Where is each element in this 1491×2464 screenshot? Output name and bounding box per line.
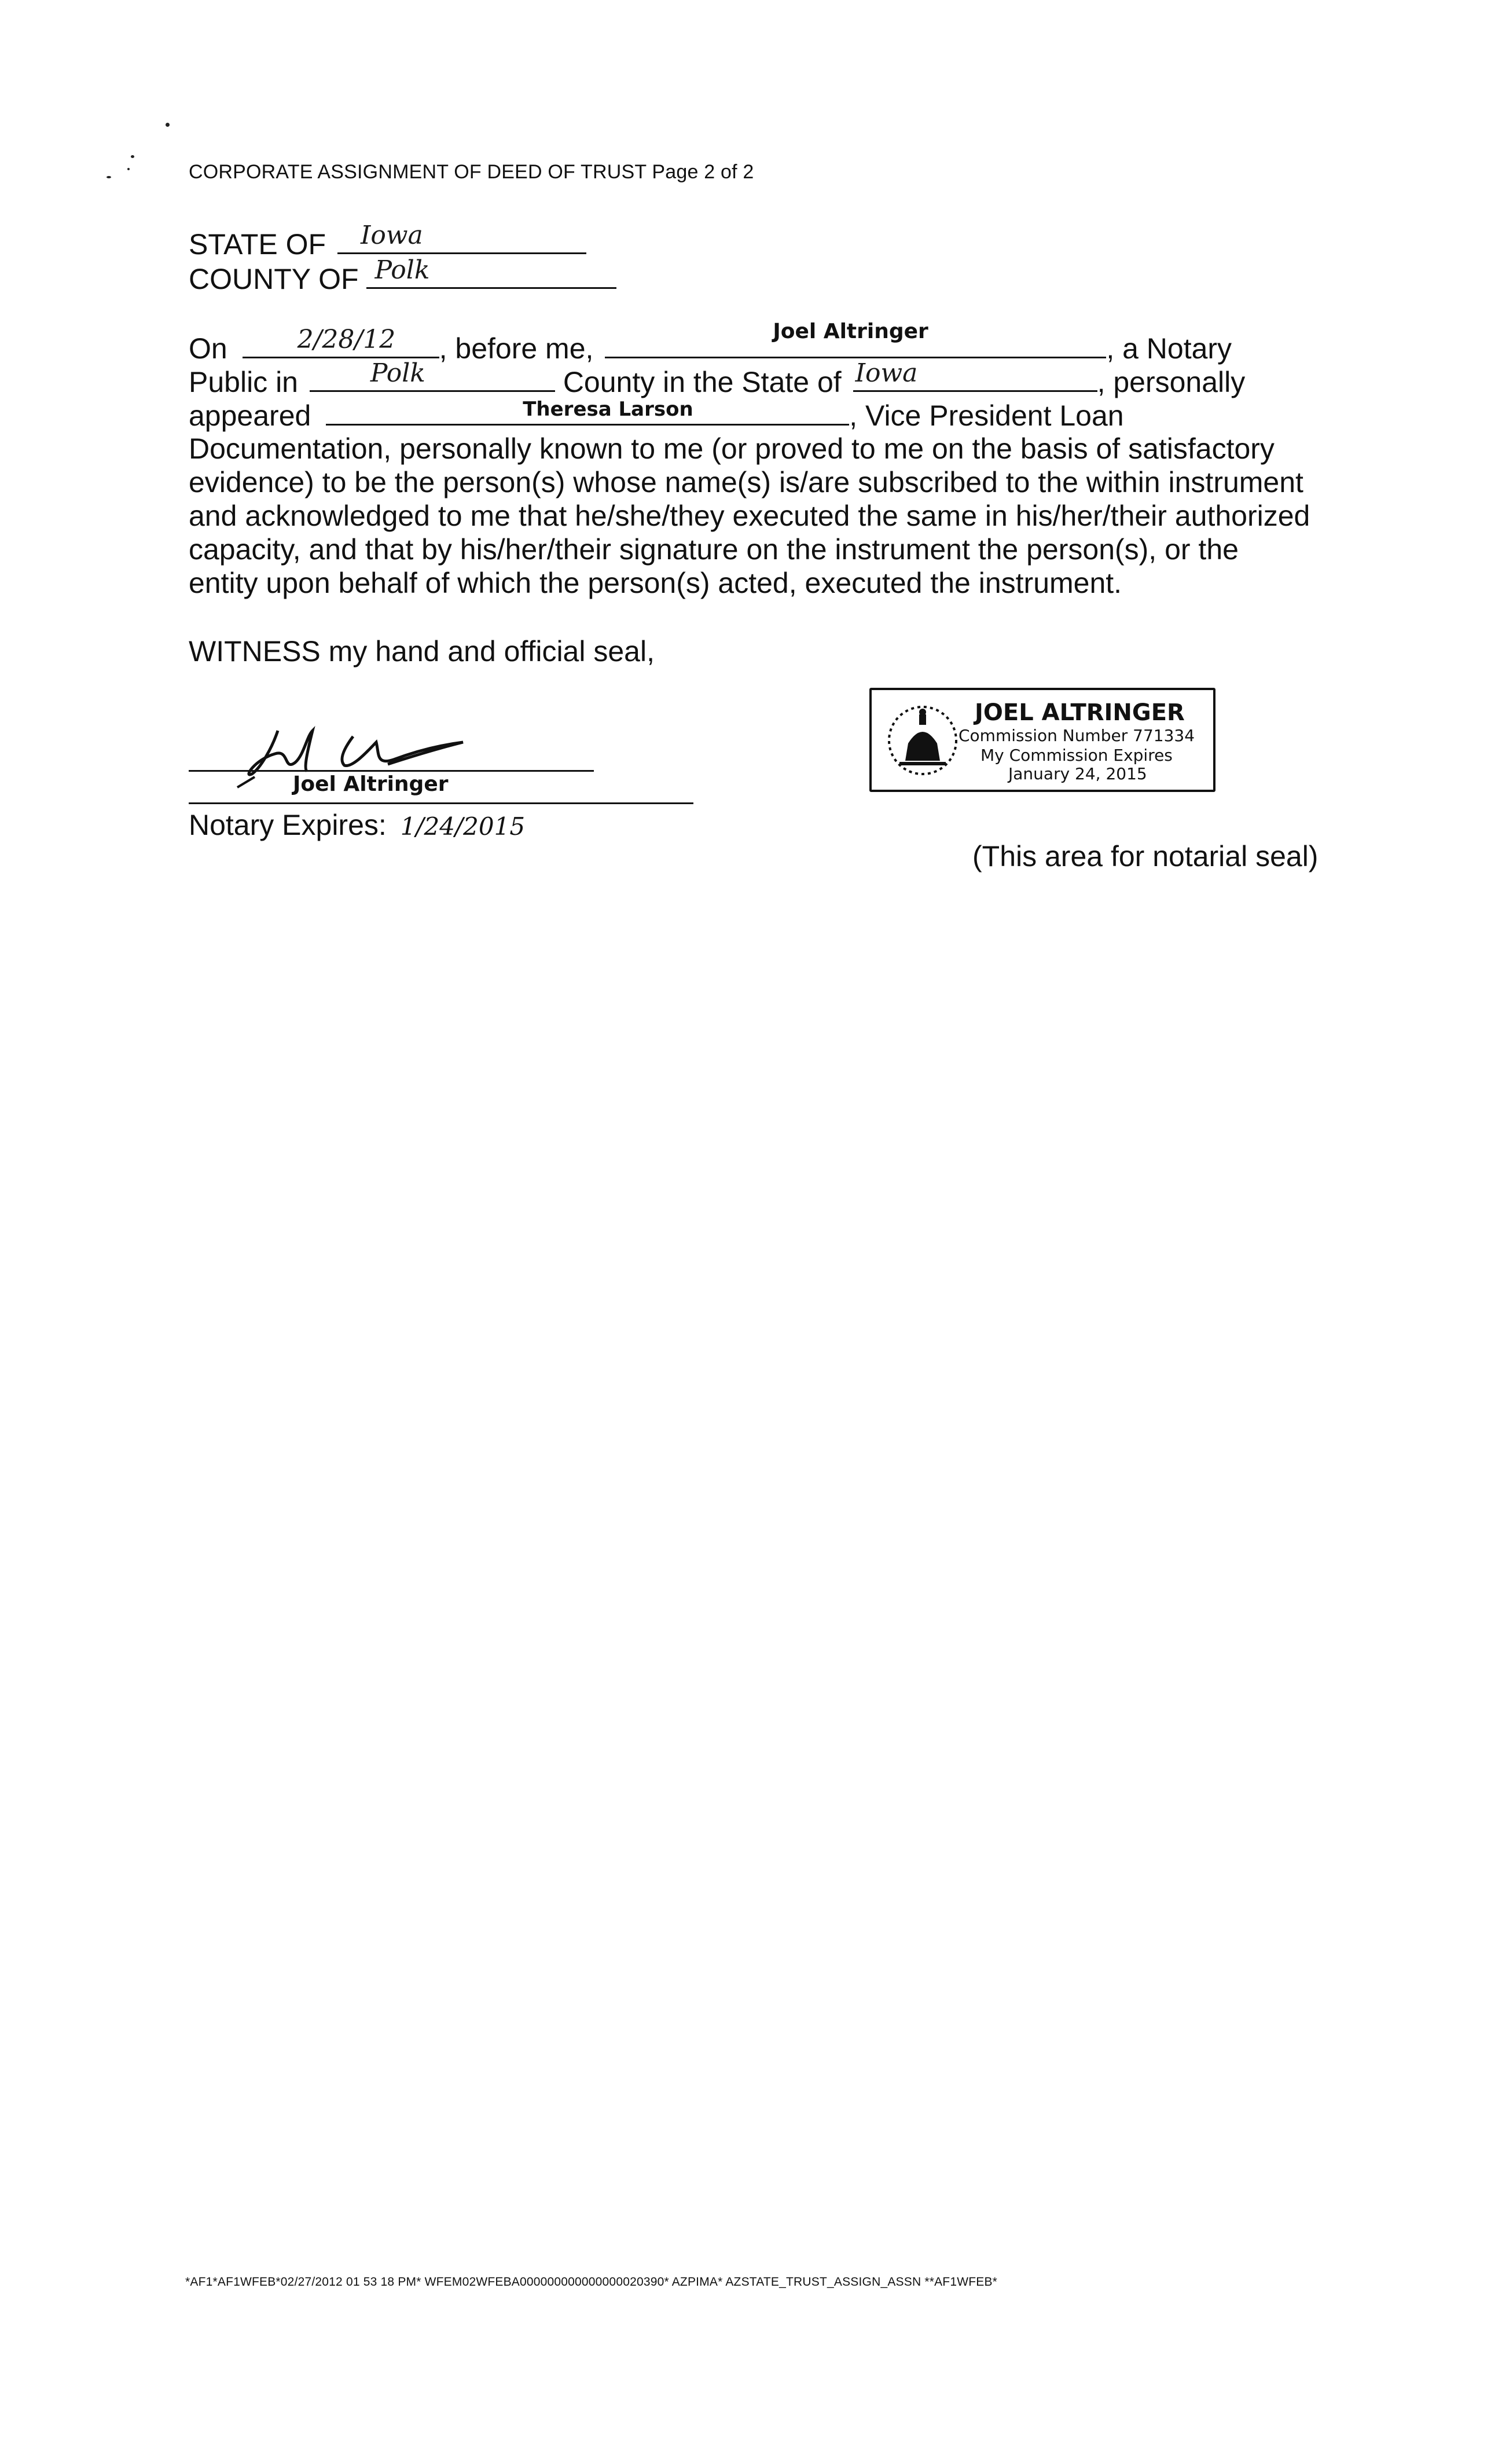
county-line bbox=[189, 255, 616, 296]
appeared-blank bbox=[326, 398, 849, 426]
witness-line: WITNESS my hand and official seal, bbox=[189, 635, 655, 668]
county-in-state-text: County in the State of bbox=[563, 366, 842, 398]
ack-line-1 bbox=[189, 320, 1232, 365]
document-header: CORPORATE ASSIGNMENT OF DEED OF TRUST Page 2 of 2 bbox=[189, 161, 754, 183]
date-handwritten: 2/28/12 bbox=[297, 325, 396, 354]
appeared-name-typed: Theresa Larson bbox=[523, 398, 693, 421]
appeared-text: appeared bbox=[189, 399, 311, 432]
document-tracking-code: *AF1*AF1WFEB*02/27/2012 01 53 18 PM* WFEM02WFEBA000000000000000020390* AZPIMA* AZSTATE_TRUST_ASSIGN_ASSN **AF1WFEB* bbox=[185, 2275, 998, 2289]
county-blank bbox=[366, 255, 616, 289]
state-blank bbox=[337, 221, 586, 254]
signature-typed-name: Joel Altringer bbox=[293, 772, 449, 796]
seal-name: JOEL ALTRINGER bbox=[975, 699, 1185, 726]
seal-expires-date: January 24, 2015 bbox=[1008, 764, 1147, 783]
expires-top-line bbox=[189, 802, 693, 804]
county-handwritten: Polk bbox=[374, 255, 430, 285]
seal-expires-label: My Commission Expires bbox=[980, 746, 1173, 765]
ack-line-5: evidence) to be the person(s) whose name(s) is/are subscribed to the within instrument bbox=[189, 466, 1303, 498]
signature-line bbox=[189, 770, 594, 772]
scan-speck bbox=[131, 155, 134, 158]
on-text: On bbox=[189, 332, 227, 365]
notary-expires-line bbox=[189, 808, 525, 844]
personally-text: , personally bbox=[1097, 366, 1246, 398]
scan-speck bbox=[106, 176, 111, 178]
ack-line-2 bbox=[189, 358, 1246, 399]
state-handwritten: Iowa bbox=[360, 221, 423, 250]
iowa-seal-emblem-icon bbox=[876, 697, 969, 784]
ack-line-3 bbox=[189, 398, 1124, 432]
vice-president-text: , Vice President Loan bbox=[849, 399, 1124, 432]
a-notary-text: , a Notary bbox=[1106, 332, 1232, 365]
ack-line-4: Documentation, personally known to me (or proved to me on the basis of satisfactory bbox=[189, 432, 1275, 465]
notary-expires-handwritten: 1/24/2015 bbox=[400, 812, 526, 841]
date-blank bbox=[243, 325, 439, 358]
seal-commission-number: Commission Number 771334 bbox=[958, 726, 1195, 745]
before-me-text: , before me, bbox=[439, 332, 594, 365]
state-in-blank bbox=[853, 358, 1097, 392]
scan-speck bbox=[127, 168, 130, 170]
seal-area-caption: (This area for notarial seal) bbox=[972, 840, 1319, 872]
county-in-handwritten: Polk bbox=[370, 358, 425, 388]
state-in-handwritten: Iowa bbox=[855, 358, 918, 388]
state-label: STATE OF bbox=[189, 228, 326, 261]
notary-expires-label: Notary Expires: bbox=[189, 809, 387, 841]
county-label: COUNTY OF bbox=[189, 263, 359, 295]
scan-speck bbox=[166, 123, 170, 127]
notary-name-typed: Joel Altringer bbox=[773, 320, 928, 343]
ack-line-6: and acknowledged to me that he/she/they executed the same in his/her/their authorized bbox=[189, 500, 1310, 532]
public-in-text: Public in bbox=[189, 366, 298, 398]
notarial-seal-stamp bbox=[869, 688, 1215, 792]
county-in-blank bbox=[310, 358, 555, 392]
notary-name-blank bbox=[605, 320, 1106, 358]
ack-line-8: entity upon behalf of which the person(s) acted, executed the instrument. bbox=[189, 567, 1122, 599]
ack-line-7: capacity, and that by his/her/their signature on the instrument the person(s), or the bbox=[189, 533, 1239, 566]
